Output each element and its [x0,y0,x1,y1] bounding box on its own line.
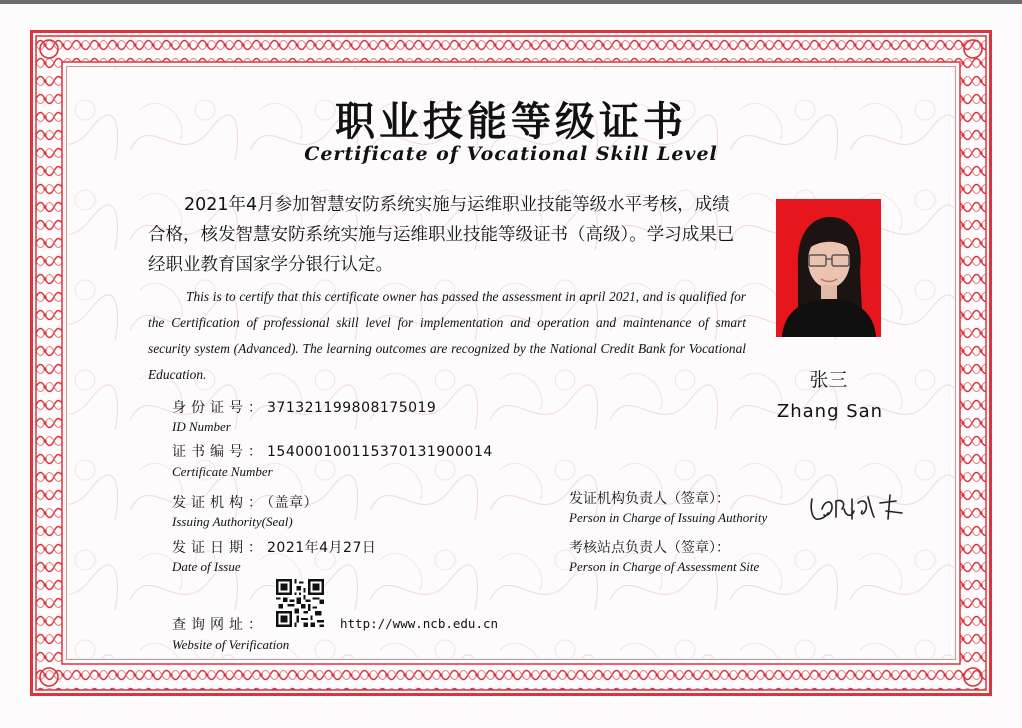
certificate-number-label-english: Certificate Number [172,464,273,479]
holder-name-chinese: 张三 [809,369,848,391]
id-number-row [172,397,436,417]
certificate-title: 职业技能等级证书 [335,99,687,145]
date-of-issue-value: 2021年4月27日 [267,540,377,556]
qr-code-icon[interactable] [276,579,324,627]
issuing-authority-label: 发证机构： [172,495,267,511]
issuing-authority-label-english: Issuing Authority(Seal) [172,514,293,529]
certificate-number-label: 证书编号： [172,444,267,460]
portrait-image [776,199,881,337]
website-label: 查询网址： [172,617,267,633]
assessment-person-label-english: Person in Charge of Assessment Site [569,559,760,574]
holder-photo [776,199,881,337]
statement-english: This is to certify that this certificate owner has passed the assessment in april 2021, and is qualified for the Certification of professional skill level for implementation and operation and maintenance of smart security system (Advanced). The learning outcomes are recognized by the National Credit Bank for Vocational Education. [148,289,746,382]
issuing-person-label-english: Person in Charge of Issuing Authority [569,510,768,525]
assessment-person-label: 考核站点负责人（签章）： [569,540,730,556]
issuing-person-label: 发证机构负责人（签章）： [569,491,730,507]
id-number-label-english: ID Number [172,419,231,434]
id-number-label: 身份证号： [172,400,267,416]
website-label-english: Website of Verification [172,637,290,652]
website-url[interactable]: http://www.ncb.edu.cn [340,616,499,631]
statement-chinese: 2021年4月参加智慧安防系统实施与运维职业技能等级水平考核，成绩合格，核发智慧安防系统实施与运维职业技能等级证书（高级）。学习成果已经职业教育国家学分银行认定。 [148,195,735,275]
issuing-authority-value: （盖章） [267,495,318,511]
certificate-title-english: Certificate of Vocational Skill Level [304,143,718,165]
handwritten-signature [806,487,910,527]
date-of-issue-label-english: Date of Issue [172,559,241,574]
certificate-number-value: 1540001001153701319000​14 [267,444,493,460]
website-row [172,614,267,634]
certificate-number-row [172,441,493,461]
date-of-issue-label: 发证日期： [172,540,267,556]
date-of-issue-row [172,537,376,557]
issuing-authority-row [172,492,318,512]
holder-name-english: Zhang San [776,401,884,422]
id-number-value: 371321199808175019 [267,400,437,416]
